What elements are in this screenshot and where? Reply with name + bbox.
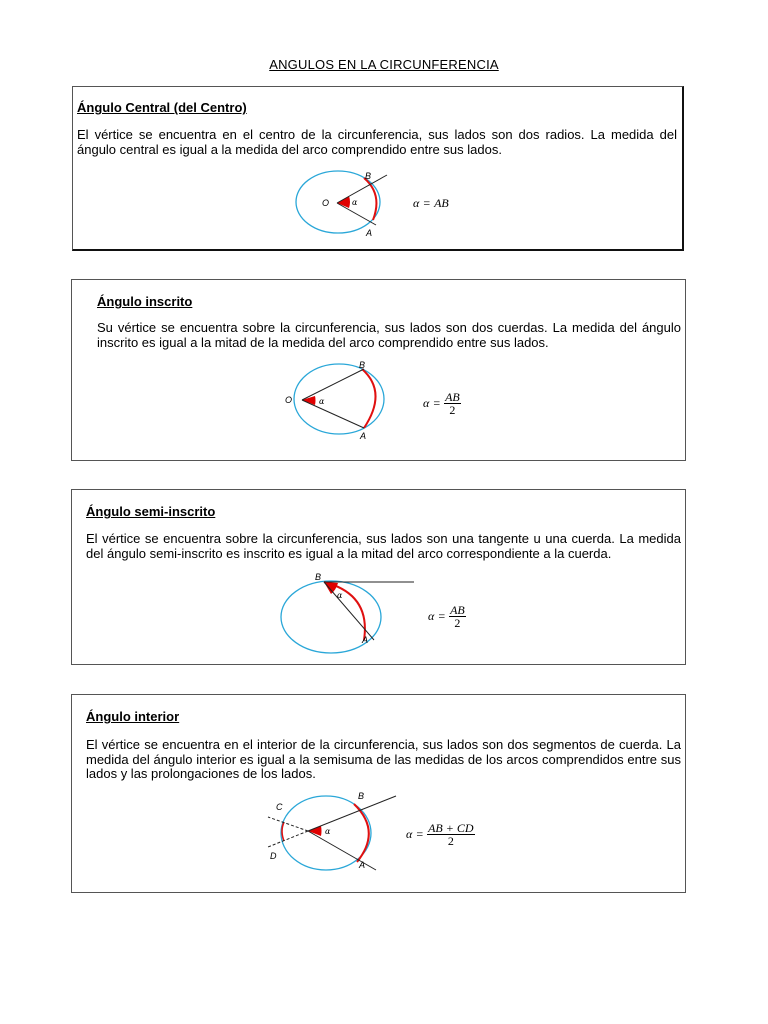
- formula-numerator: AB + CD: [428, 821, 474, 835]
- point-b-label: B: [358, 791, 365, 801]
- central-angle-diagram: [291, 169, 491, 239]
- arc-cd: [282, 822, 284, 841]
- section-inscribed-angle: [71, 279, 686, 461]
- formula-numerator: AB: [445, 390, 460, 404]
- point-a-label: A: [360, 431, 367, 441]
- angle-label: α: [325, 827, 331, 836]
- angle-label: α: [319, 397, 325, 406]
- chord-line: [324, 582, 374, 640]
- point-c-label: C: [276, 802, 283, 812]
- arc-ab: [354, 804, 369, 862]
- intercepted-arc: [362, 369, 376, 428]
- side-b: [302, 369, 364, 400]
- section-heading: Ángulo Central (del Centro): [77, 100, 247, 115]
- section-text: El vértice se encuentra sobre la circunferencia, sus lados son una tangente u una cuerda. La medida del ángulo semi-inscrito es inscrito es igual a la mitad del arco correspondiente a la cuerda.: [86, 531, 681, 561]
- point-a-label: A: [362, 635, 369, 645]
- formula-fraction: [444, 391, 461, 416]
- section-heading: Ángulo semi-inscrito: [86, 504, 216, 519]
- formula-rhs: AB: [434, 196, 449, 210]
- formula-alpha: α: [428, 609, 435, 623]
- side-b: [308, 796, 396, 831]
- formula: [406, 822, 475, 847]
- section-text: Su vértice se encuentra sobre la circunferencia, sus lados son dos cuerdas. La medida del ángulo inscrito es igual a la mitad de la medida del arco comprendido entre sus lados.: [97, 320, 681, 350]
- section-heading: Ángulo inscrito: [97, 294, 193, 309]
- extension-d: [268, 831, 308, 847]
- formula-alpha: α: [406, 827, 413, 841]
- formula-numerator: AB: [450, 603, 465, 617]
- vertex-label: O: [285, 395, 293, 405]
- formula-alpha: α: [413, 196, 420, 210]
- point-b-label: B: [359, 360, 366, 370]
- formula-equals: =: [433, 396, 441, 410]
- angle-label: α: [352, 198, 358, 207]
- formula-denominator: 2: [447, 834, 454, 848]
- point-a-label: A: [366, 228, 373, 238]
- side-a: [302, 400, 364, 428]
- section-semi-inscribed-angle: [71, 489, 686, 665]
- point-d-label: D: [270, 851, 277, 861]
- vertex-label: O: [322, 198, 330, 208]
- section-central-angle: [72, 86, 684, 251]
- point-b-label: B: [315, 572, 322, 582]
- formula: [423, 391, 461, 416]
- formula-fraction: [449, 604, 466, 629]
- point-a-label: A: [359, 860, 366, 870]
- formula-equals: =: [416, 827, 424, 841]
- extension-c: [268, 817, 308, 831]
- formula-fraction: [427, 822, 474, 847]
- formula-alpha: α: [423, 396, 430, 410]
- point-b-label: B: [365, 171, 372, 181]
- document-title: ANGULOS EN LA CIRCUNFERENCIA: [269, 57, 499, 72]
- formula: [413, 196, 449, 211]
- formula-denominator: 2: [449, 403, 456, 417]
- angle-label: α: [337, 591, 343, 600]
- formula-denominator: 2: [454, 616, 461, 630]
- section-interior-angle: [71, 694, 686, 893]
- formula-equals: =: [423, 196, 431, 210]
- formula: [428, 604, 466, 629]
- formula-equals: =: [438, 609, 446, 623]
- section-heading: Ángulo interior: [86, 709, 180, 724]
- section-text: El vértice se encuentra en el centro de la circunferencia, sus lados son dos radios. La medida del ángulo central es igual a la medida del arco comprendido entre sus lados.: [77, 127, 677, 157]
- section-text: El vértice se encuentra en el interior de la circunferencia, sus lados son dos segmentos de cuerda. La medida del ángulo interior es igual a la semisuma de las medidas de los arcos comprendidos entre sus lados y las prolongaciones de los lados.: [86, 737, 681, 781]
